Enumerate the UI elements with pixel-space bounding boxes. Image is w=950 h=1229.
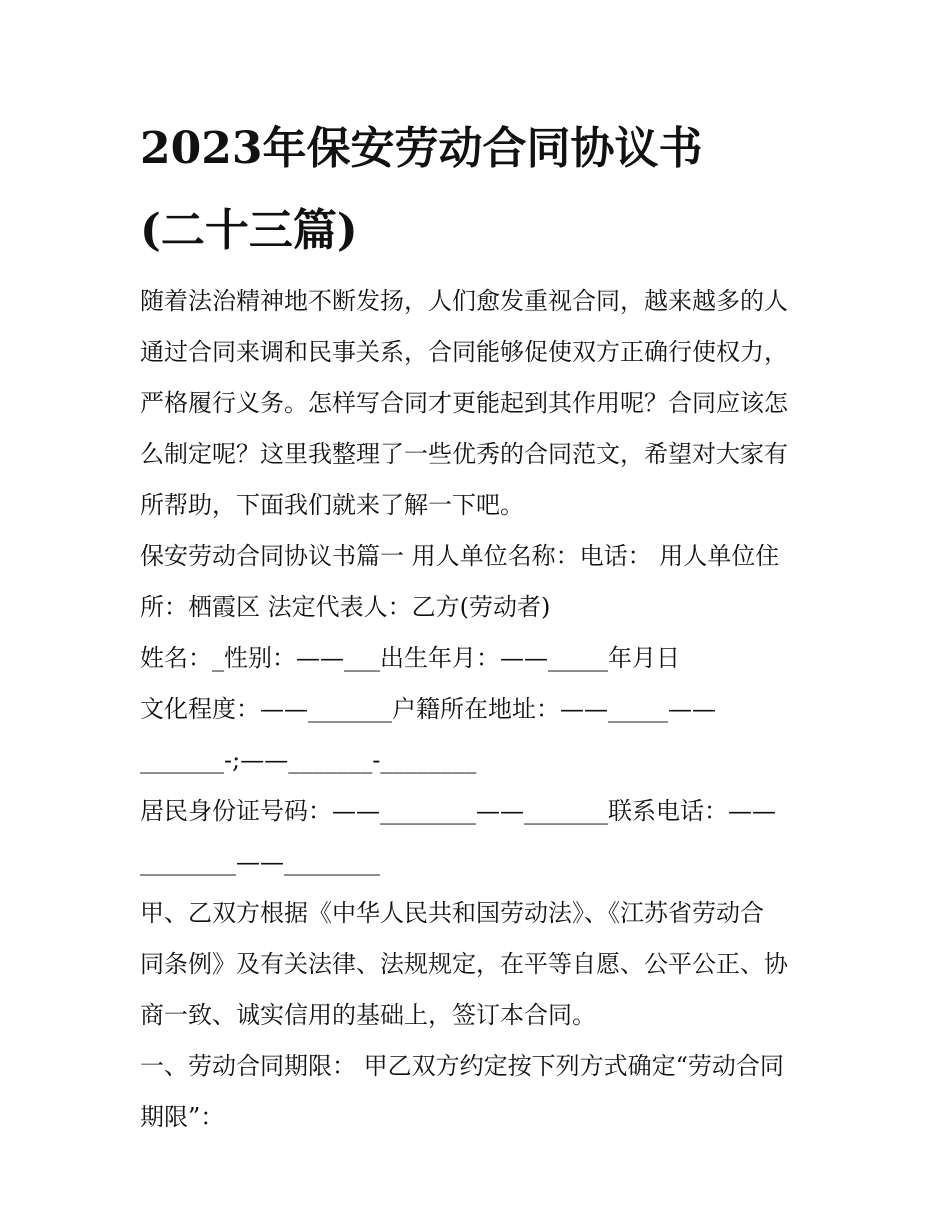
text-line: 居民身份证号码：——________——_______联系电话：—— (140, 797, 776, 825)
text-line: 所：栖霞区 法定代表人：乙方(劳动者) (140, 593, 551, 621)
text-line: 随着法治精神地不断发扬，人们愈发重视合同，越来越多的人 (140, 287, 788, 315)
text-line: 文化程度：——_______户籍所在地址：——_____—— (140, 695, 716, 723)
text-line: _______-;——_______-________ (140, 746, 477, 774)
text-line: 商一致、诚实信用的基础上，签订本合同。 (140, 1001, 596, 1029)
text-line: 所帮助，下面我们就来了解一下吧。 (140, 491, 524, 519)
document-body (140, 276, 812, 1143)
title-line-2: (二十三篇) (140, 205, 358, 256)
text-line: 姓名：_性别：——___出生年月：——_____年月日 (140, 644, 680, 672)
text-line: 么制定呢？这里我整理了一些优秀的合同范文，希望对大家有 (140, 440, 788, 468)
name-field-line (140, 633, 812, 684)
id-field-paragraph (140, 786, 812, 888)
text-line: 一、劳动合同期限： 甲乙双方约定按下列方式确定“劳动合同 (140, 1052, 784, 1080)
text-line: 保安劳动合同协议书篇一 用人单位名称：电话： 用人单位住 (140, 542, 780, 570)
basis-paragraph (140, 888, 812, 1041)
intro-paragraph (140, 276, 812, 531)
text-line: ________——________ (140, 848, 380, 876)
text-line: 甲、乙双方根据《中华人民共和国劳动法》、《江苏省劳动合 (140, 899, 764, 927)
text-line: 严格履行义务。怎样写合同才更能起到其作用呢？合同应该怎 (140, 389, 788, 417)
employer-paragraph (140, 531, 812, 633)
education-field-paragraph (140, 684, 812, 786)
document-title (140, 108, 830, 272)
text-line: 同条例》及有关法律、法规规定，在平等自愿、公平公正、协 (140, 950, 788, 978)
title-line-1: 2023年保安劳动合同协议书 (140, 123, 703, 174)
text-line: 通过合同来调和民事关系，合同能够促使双方正确行使权力， (140, 338, 788, 366)
text-line: 期限”： (140, 1103, 225, 1131)
term-paragraph (140, 1041, 812, 1143)
